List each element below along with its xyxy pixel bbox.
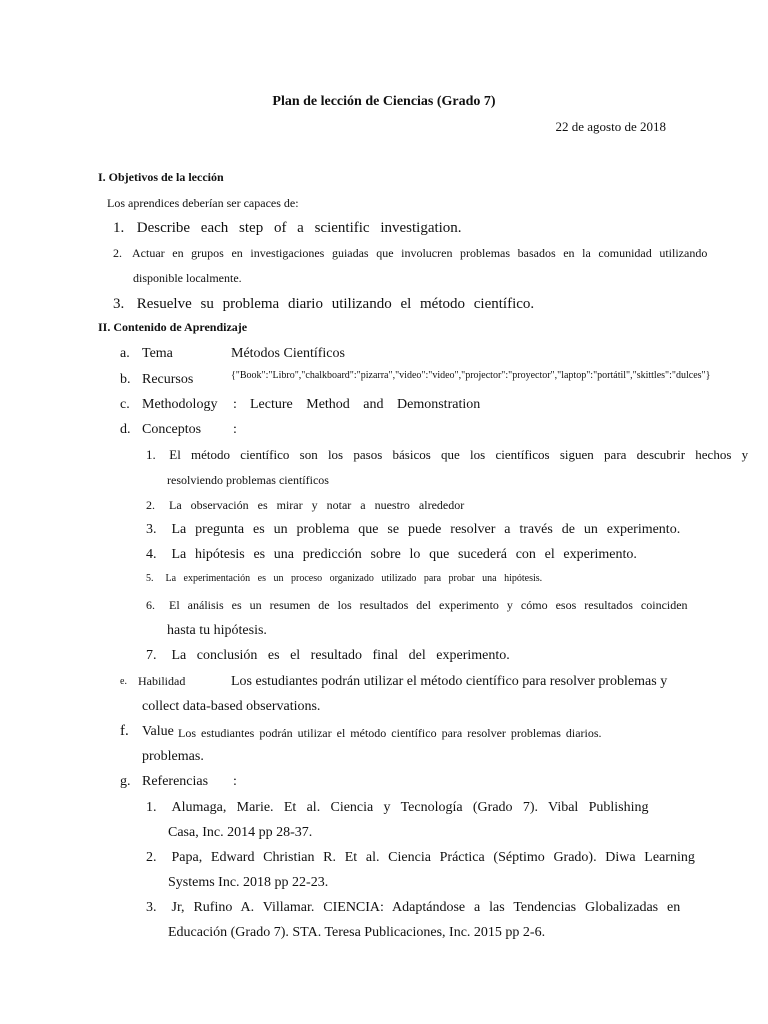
section-2-heading: II. Contenido de Aprendizaje bbox=[98, 320, 248, 334]
document-date: 22 de agosto de 2018 bbox=[555, 119, 666, 134]
value-continuation: problemas. bbox=[142, 749, 204, 764]
objective-2 bbox=[113, 246, 738, 261]
objective-3-number: 3. bbox=[113, 296, 125, 312]
references-letter: g. bbox=[120, 774, 131, 789]
reference-3-continuation: Educación (Grado 7). STA. Teresa Publicaciones, Inc. 2015 pp 2-6. bbox=[168, 925, 546, 940]
topic-label: Tema bbox=[142, 346, 173, 361]
concept-7 bbox=[146, 648, 510, 664]
concept-5-number: 5. bbox=[146, 573, 154, 584]
concept-1-number: 1. bbox=[146, 447, 156, 462]
concepts-label: Conceptos bbox=[142, 422, 202, 437]
concepts-separator: : bbox=[233, 422, 237, 437]
topic-value: Métodos Científicos bbox=[231, 346, 345, 361]
concept-7-text: La conclusión es el resultado final del experimento. bbox=[171, 648, 510, 663]
references-label: Referencias bbox=[142, 774, 209, 789]
reference-2-continuation: Systems Inc. 2018 pp 22-23. bbox=[168, 875, 329, 890]
concept-2-text: La observación es mirar y notar a nuestro alrededor bbox=[169, 498, 465, 512]
objective-1 bbox=[113, 220, 462, 237]
concept-6-text: El análisis es un resumen de los resultados del experimento y cómo esos resultados coinciden bbox=[169, 598, 688, 612]
concept-1 bbox=[146, 447, 748, 463]
reference-2-number: 2. bbox=[146, 850, 157, 865]
concept-2 bbox=[146, 498, 464, 513]
reference-2 bbox=[146, 850, 695, 866]
section-1-intro: Los aprendices deberían ser capaces de: bbox=[107, 196, 299, 210]
reference-1-text: Alumaga, Marie. Et al. Ciencia y Tecnología (Grado 7). Vibal Publishing bbox=[171, 800, 649, 815]
methodology-label: Methodology bbox=[142, 397, 218, 412]
concept-4 bbox=[146, 547, 637, 563]
objective-2-number: 2. bbox=[113, 246, 122, 260]
concept-3-number: 3. bbox=[146, 522, 157, 537]
value-letter: f. bbox=[120, 723, 129, 739]
value-text: Los estudiantes podrán utilizar el método científico para resolver problemas diarios. bbox=[178, 726, 602, 740]
document-title: Plan de lección de Ciencias (Grado 7) bbox=[272, 94, 496, 109]
concept-3 bbox=[146, 522, 680, 538]
skill-value: Los estudiantes podrán utilizar el método científico para resolver problemas y bbox=[231, 674, 668, 689]
methodology-letter: c. bbox=[120, 397, 130, 412]
concept-5-text: La experimentación es un proceso organizado utilizado para probar una hipótesis. bbox=[165, 573, 543, 584]
references-separator: : bbox=[233, 774, 237, 789]
reference-2-text: Papa, Edward Christian R. Et al. Ciencia Práctica (Séptimo Grado). Diwa Learning bbox=[171, 850, 695, 865]
methodology-separator: : bbox=[233, 397, 237, 412]
reference-1-continuation: Casa, Inc. 2014 pp 28-37. bbox=[168, 825, 313, 840]
concepts-letter: d. bbox=[120, 422, 131, 437]
reference-3-text: Jr, Rufino A. Villamar. CIENCIA: Adaptándose a las Tendencias Globalizadas en bbox=[171, 900, 681, 915]
methodology-value: Lecture Method and Demonstration bbox=[250, 397, 481, 412]
skill-label: Habilidad bbox=[138, 674, 186, 688]
reference-1 bbox=[146, 800, 649, 816]
concept-2-number: 2. bbox=[146, 498, 155, 512]
concept-4-number: 4. bbox=[146, 547, 157, 562]
concept-1-text: El método científico son los pasos básicos que los científicos siguen para descubrir hechos y bbox=[169, 447, 749, 462]
objective-2-continuation: disponible localmente. bbox=[133, 271, 242, 285]
objective-1-text: Describe each step of a scientific investigation. bbox=[136, 220, 462, 236]
resources-label: Recursos bbox=[142, 372, 194, 387]
section-1-heading: I. Objetivos de la lección bbox=[98, 170, 224, 184]
concept-1-continuation: resolviendo problemas científicos bbox=[167, 473, 329, 487]
skill-continuation: collect data-based observations. bbox=[142, 699, 321, 714]
objective-3 bbox=[113, 296, 534, 313]
objective-1-number: 1. bbox=[113, 220, 125, 236]
objective-2-text: Actuar en grupos en investigaciones guiadas que involucren problemas basados en la comunidad utilizando bbox=[132, 246, 708, 260]
topic-letter: a. bbox=[120, 346, 130, 361]
reference-3-number: 3. bbox=[146, 900, 157, 915]
concept-3-text: La pregunta es un problema que se puede resolver a través de un experimento. bbox=[171, 522, 681, 537]
concept-6 bbox=[146, 598, 688, 613]
objective-3-text: Resuelve su problema diario utilizando el método científico. bbox=[136, 296, 535, 312]
skill-letter: e. bbox=[120, 676, 127, 687]
concept-5 bbox=[146, 573, 542, 584]
value-label: Value bbox=[142, 724, 174, 739]
concept-6-number: 6. bbox=[146, 598, 155, 612]
concept-4-text: La hipótesis es una predicción sobre lo que sucederá con el experimento. bbox=[171, 547, 637, 562]
concept-6-continuation: hasta tu hipótesis. bbox=[167, 623, 267, 638]
concept-7-number: 7. bbox=[146, 648, 157, 663]
reference-3 bbox=[146, 900, 680, 916]
resources-letter: b. bbox=[120, 372, 131, 387]
resources-value: {"Book":"Libro","chalkboard":"pizarra","video":"video","projector":"proyector","laptop":"portátil","skittles":"dulces"} bbox=[231, 370, 711, 381]
reference-1-number: 1. bbox=[146, 800, 157, 815]
